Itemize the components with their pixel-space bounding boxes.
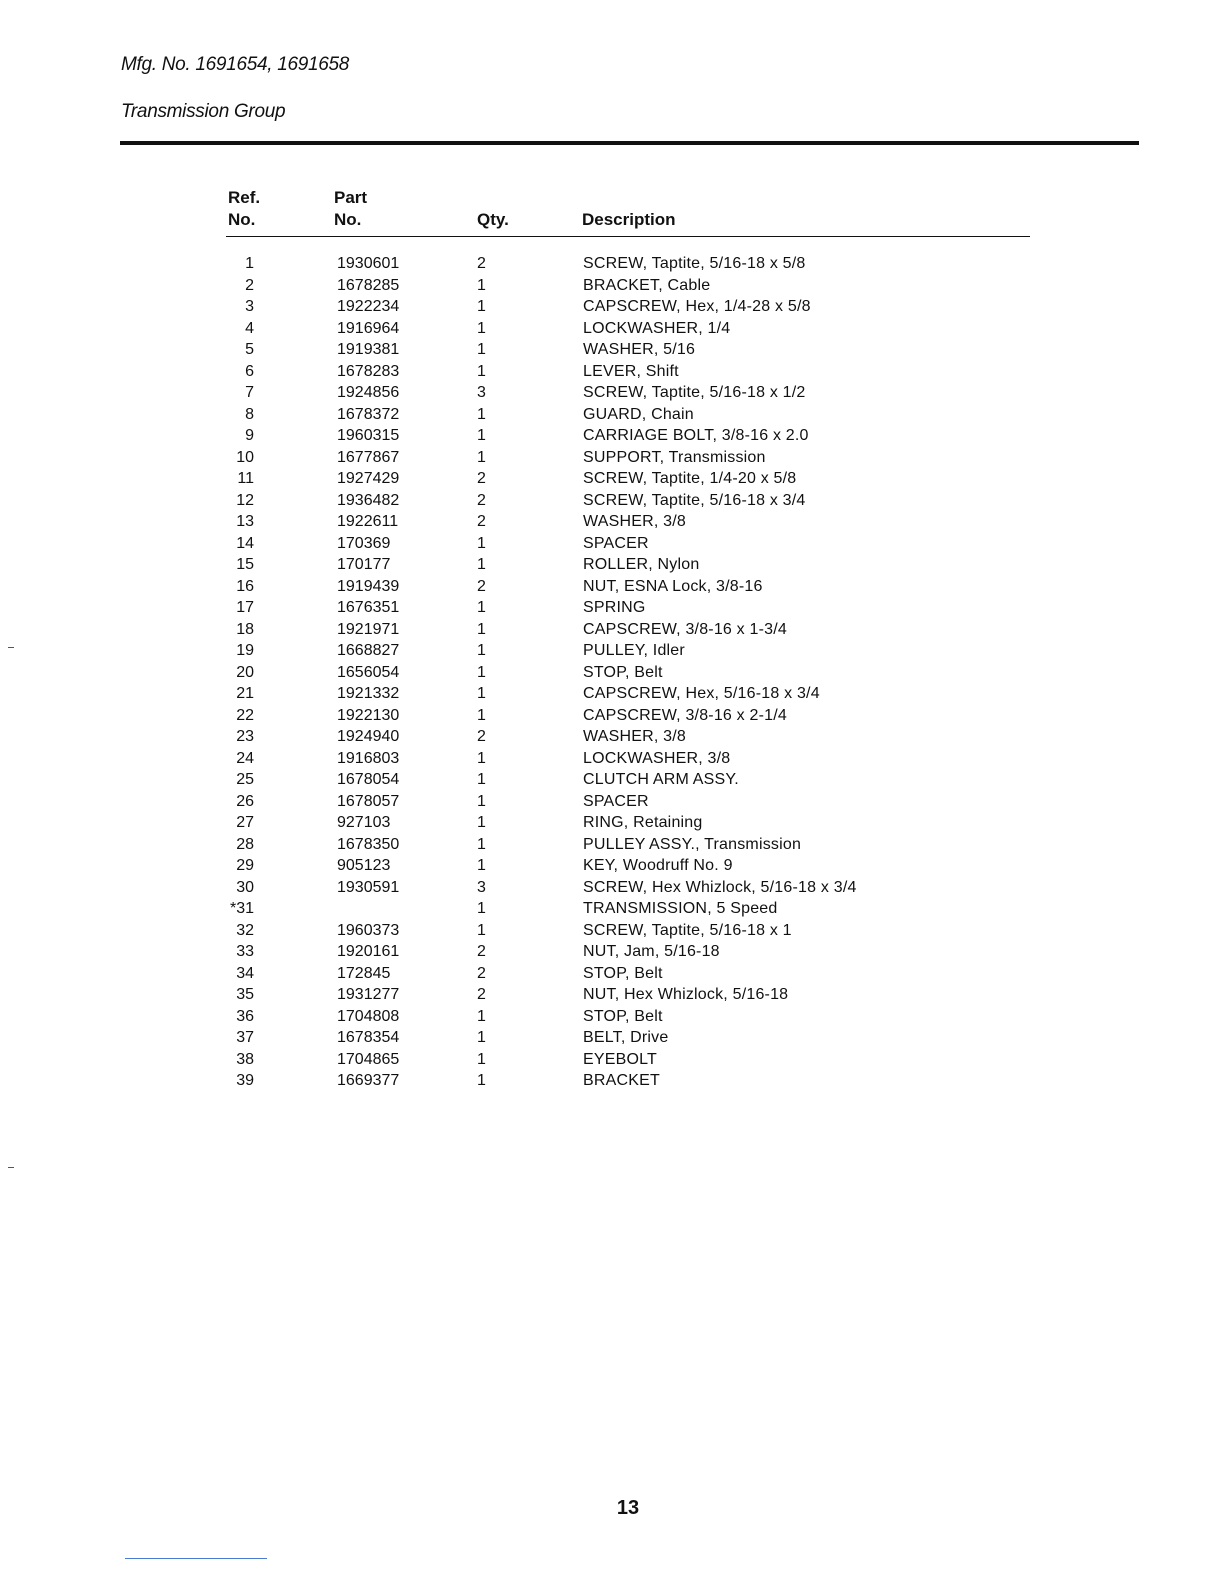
qty-cell: 1 xyxy=(477,814,486,831)
part-number-cell: 1920161 xyxy=(337,943,400,960)
qty-cell: 1 xyxy=(477,1007,486,1025)
qty-cell: 1 xyxy=(477,706,486,724)
table-row xyxy=(0,1027,1224,1049)
mfg-number: Mfg. No. 1691654, 1691658 xyxy=(121,54,350,75)
ref-cell: 20 xyxy=(236,663,254,681)
table-row xyxy=(0,640,1224,662)
part-number-cell: 905123 xyxy=(337,857,391,874)
qty-cell: 2 xyxy=(477,943,486,960)
qty-cell: 3 xyxy=(477,878,486,896)
part-number-cell: 1678057 xyxy=(337,792,400,810)
ref-cell: 9 xyxy=(245,427,254,444)
ref-cell: 12 xyxy=(236,491,254,509)
part-number-cell: 1678350 xyxy=(337,835,400,853)
ref-cell: 35 xyxy=(236,986,254,1003)
qty-cell: 1 xyxy=(477,857,486,874)
part-number-cell: 1960373 xyxy=(337,921,400,939)
description-cell: SCREW, Taptite, 5/16-18 x 5/8 xyxy=(583,255,806,272)
ref-cell: 3 xyxy=(245,298,254,315)
description-cell: SPACER xyxy=(583,792,649,810)
table-row xyxy=(0,447,1224,469)
qty-cell: 1 xyxy=(477,298,486,315)
description-cell: LOCKWASHER, 3/8 xyxy=(583,749,731,767)
part-number-cell: 1676351 xyxy=(337,599,400,616)
ref-cell: 14 xyxy=(236,534,254,552)
part-number-cell: 1704865 xyxy=(337,1050,400,1068)
ref-cell: 1 xyxy=(245,255,254,272)
qty-cell: 2 xyxy=(477,491,486,509)
part-number-cell: 1704808 xyxy=(337,1007,400,1025)
part-number-cell: 1919381 xyxy=(337,341,400,358)
description-cell: SPRING xyxy=(583,599,646,616)
ref-cell: 36 xyxy=(236,1007,254,1025)
description-cell: KEY, Woodruff No. 9 xyxy=(583,857,733,874)
qty-cell: 2 xyxy=(477,964,486,982)
qty-cell: 1 xyxy=(477,685,486,702)
qty-cell: 1 xyxy=(477,620,486,638)
ref-cell: 10 xyxy=(236,448,254,466)
table-header-rule xyxy=(226,236,1030,237)
qty-cell: 1 xyxy=(477,642,486,659)
ref-cell: 38 xyxy=(236,1050,254,1068)
footer-rule xyxy=(125,1558,267,1559)
ref-cell: 11 xyxy=(237,470,254,487)
table-row xyxy=(0,490,1224,512)
part-number-cell: 1924940 xyxy=(337,728,400,745)
part-number-cell: 1922130 xyxy=(337,706,400,724)
qty-cell: 1 xyxy=(477,1072,486,1089)
table-row xyxy=(0,984,1224,1006)
table-row xyxy=(0,361,1224,383)
table-row xyxy=(0,898,1224,920)
table-row xyxy=(0,275,1224,297)
part-number-cell: 1930601 xyxy=(337,255,400,272)
qty-cell: 1 xyxy=(477,448,486,466)
description-cell: NUT, Jam, 5/16-18 xyxy=(583,943,720,960)
part-number-cell: 1921332 xyxy=(337,685,400,702)
description-cell: SCREW, Taptite, 1/4-20 x 5/8 xyxy=(583,470,797,487)
description-cell: PULLEY, Idler xyxy=(583,642,685,659)
description-cell: ROLLER, Nylon xyxy=(583,556,700,573)
table-row xyxy=(0,834,1224,856)
description-cell: GUARD, Chain xyxy=(583,405,694,423)
table-row xyxy=(0,769,1224,791)
table-row xyxy=(0,425,1224,447)
table-row xyxy=(0,1070,1224,1092)
ref-cell: 7 xyxy=(245,384,254,401)
ref-cell: 8 xyxy=(245,405,254,423)
description-cell: CLUTCH ARM ASSY. xyxy=(583,771,739,788)
description-cell: BELT, Drive xyxy=(583,1029,669,1046)
qty-cell: 1 xyxy=(477,663,486,681)
description-cell: LOCKWASHER, 1/4 xyxy=(583,319,731,337)
part-number-cell: 1924856 xyxy=(337,384,400,401)
ref-cell: 28 xyxy=(236,835,254,853)
description-cell: CAPSCREW, 3/8-16 x 2-1/4 xyxy=(583,706,787,724)
ref-cell: 19 xyxy=(236,642,254,659)
description-cell: EYEBOLT xyxy=(583,1050,658,1068)
part-number-cell: 1678354 xyxy=(337,1029,400,1046)
qty-cell: 2 xyxy=(477,255,486,272)
table-row xyxy=(0,468,1224,490)
table-row xyxy=(0,963,1224,985)
ref-cell: 5 xyxy=(245,341,254,358)
part-number-cell: 1678283 xyxy=(337,362,400,380)
description-cell: TRANSMISSION, 5 Speed xyxy=(583,900,778,917)
qty-cell: 1 xyxy=(477,319,486,337)
ref-cell: 30 xyxy=(236,878,254,896)
part-number-cell: 1921971 xyxy=(337,620,400,638)
description-cell: WASHER, 3/8 xyxy=(583,513,686,530)
table-row xyxy=(0,253,1224,275)
table-row xyxy=(0,683,1224,705)
ref-cell: *31 xyxy=(229,900,254,917)
ref-cell: 16 xyxy=(236,577,254,595)
column-header-ref xyxy=(228,187,260,231)
part-number-cell: 1931277 xyxy=(337,986,400,1003)
ref-cell: 17 xyxy=(236,599,254,616)
table-row xyxy=(0,1006,1224,1028)
column-header-part-line2: No. xyxy=(334,210,362,229)
table-row xyxy=(0,920,1224,942)
column-header-ref-line2: No. xyxy=(228,210,256,229)
qty-cell: 1 xyxy=(477,534,486,552)
qty-cell: 2 xyxy=(477,513,486,530)
qty-cell: 3 xyxy=(477,384,486,401)
table-row xyxy=(0,339,1224,361)
part-number-cell: 1922611 xyxy=(337,513,399,530)
description-cell: CAPSCREW, Hex, 5/16-18 x 3/4 xyxy=(583,685,820,702)
page-number: 13 xyxy=(616,1497,640,1519)
part-number-cell: 1919439 xyxy=(337,577,400,595)
description-cell: PULLEY ASSY., Transmission xyxy=(583,835,802,853)
qty-cell: 1 xyxy=(477,341,486,358)
part-number-cell: 1960315 xyxy=(337,427,400,444)
description-cell: NUT, Hex Whizlock, 5/16-18 xyxy=(583,986,789,1003)
table-row xyxy=(0,662,1224,684)
part-number-cell: 1678372 xyxy=(337,405,400,423)
table-row xyxy=(0,1049,1224,1071)
table-row xyxy=(0,748,1224,770)
group-title: Transmission Group xyxy=(121,101,286,122)
qty-cell: 1 xyxy=(477,556,486,573)
table-row xyxy=(0,576,1224,598)
description-cell: SCREW, Taptite, 5/16-18 x 1 xyxy=(583,921,792,939)
qty-cell: 2 xyxy=(477,470,486,487)
qty-cell: 1 xyxy=(477,276,486,294)
qty-cell: 1 xyxy=(477,749,486,767)
margin-mark xyxy=(8,1167,14,1168)
qty-cell: 1 xyxy=(477,792,486,810)
table-row xyxy=(0,619,1224,641)
description-cell: CAPSCREW, 3/8-16 x 1-3/4 xyxy=(583,620,787,638)
ref-cell: 37 xyxy=(236,1029,254,1046)
table-row xyxy=(0,554,1224,576)
description-cell: BRACKET, Cable xyxy=(583,276,711,294)
qty-cell: 2 xyxy=(477,577,486,595)
table-row xyxy=(0,382,1224,404)
part-number-cell: 170369 xyxy=(337,534,391,552)
ref-cell: 27 xyxy=(236,814,254,831)
qty-cell: 1 xyxy=(477,362,486,380)
part-number-cell: 1669377 xyxy=(337,1072,400,1089)
column-header-part xyxy=(334,187,367,231)
qty-cell: 1 xyxy=(477,1029,486,1046)
parts-table xyxy=(0,253,1224,1092)
margin-mark xyxy=(8,647,14,648)
description-cell: CAPSCREW, Hex, 1/4-28 x 5/8 xyxy=(583,298,811,315)
description-cell: STOP, Belt xyxy=(583,964,663,982)
part-number-cell: 1678054 xyxy=(337,771,400,788)
part-number-cell: 1927429 xyxy=(337,470,400,487)
part-number-cell: 1677867 xyxy=(337,448,400,466)
header-rule xyxy=(120,141,1139,145)
part-number-cell: 927103 xyxy=(337,814,391,831)
part-number-cell: 1916964 xyxy=(337,319,400,337)
table-row xyxy=(0,877,1224,899)
ref-cell: 4 xyxy=(245,319,254,337)
part-number-cell: 1930591 xyxy=(337,878,400,896)
part-number-cell: 1656054 xyxy=(337,663,400,681)
description-cell: WASHER, 3/8 xyxy=(583,728,686,745)
description-cell: SUPPORT, Transmission xyxy=(583,448,766,466)
ref-cell: 25 xyxy=(236,771,254,788)
qty-cell: 2 xyxy=(477,986,486,1003)
description-cell: RING, Retaining xyxy=(583,814,703,831)
table-row xyxy=(0,511,1224,533)
table-row xyxy=(0,791,1224,813)
table-row xyxy=(0,855,1224,877)
table-row xyxy=(0,941,1224,963)
ref-cell: 22 xyxy=(236,706,254,724)
qty-cell: 1 xyxy=(477,835,486,853)
description-cell: WASHER, 5/16 xyxy=(583,341,696,358)
column-header-ref-line1: Ref. xyxy=(228,188,261,207)
description-cell: SCREW, Taptite, 5/16-18 x 1/2 xyxy=(583,384,806,401)
part-number-cell: 1678285 xyxy=(337,276,400,294)
ref-cell: 32 xyxy=(236,921,254,939)
ref-cell: 23 xyxy=(236,728,254,745)
part-number-cell: 170177 xyxy=(337,556,391,573)
description-cell: NUT, ESNA Lock, 3/8-16 xyxy=(583,577,763,595)
table-row xyxy=(0,533,1224,555)
table-row xyxy=(0,726,1224,748)
ref-cell: 24 xyxy=(236,749,254,767)
ref-cell: 13 xyxy=(236,513,254,530)
qty-cell: 1 xyxy=(477,921,486,939)
qty-cell: 1 xyxy=(477,405,486,423)
qty-cell: 1 xyxy=(477,427,486,444)
ref-cell: 18 xyxy=(236,620,254,638)
qty-cell: 2 xyxy=(477,728,486,745)
qty-cell: 1 xyxy=(477,771,486,788)
description-cell: CARRIAGE BOLT, 3/8-16 x 2.0 xyxy=(583,427,809,444)
column-header-qty: Qty. xyxy=(477,210,509,229)
table-row xyxy=(0,705,1224,727)
table-row xyxy=(0,296,1224,318)
ref-cell: 26 xyxy=(236,792,254,810)
table-row xyxy=(0,597,1224,619)
part-number-cell: 1916803 xyxy=(337,749,400,767)
description-cell: SCREW, Hex Whizlock, 5/16-18 x 3/4 xyxy=(583,878,857,896)
table-row xyxy=(0,404,1224,426)
description-cell: SCREW, Taptite, 5/16-18 x 3/4 xyxy=(583,491,806,509)
ref-cell: 2 xyxy=(245,276,254,294)
ref-cell: 15 xyxy=(236,556,254,573)
description-cell: STOP, Belt xyxy=(583,663,663,681)
ref-cell: 39 xyxy=(236,1072,254,1089)
table-row xyxy=(0,812,1224,834)
part-number-cell: 1668827 xyxy=(337,642,400,659)
ref-cell: 33 xyxy=(236,943,254,960)
table-row xyxy=(0,318,1224,340)
ref-cell: 29 xyxy=(236,857,254,874)
ref-cell: 21 xyxy=(236,685,254,702)
qty-cell: 1 xyxy=(477,599,486,616)
description-cell: BRACKET xyxy=(583,1072,660,1089)
part-number-cell: 1922234 xyxy=(337,298,400,315)
qty-cell: 1 xyxy=(477,900,486,917)
ref-cell: 34 xyxy=(236,964,254,982)
description-cell: STOP, Belt xyxy=(583,1007,663,1025)
qty-cell: 1 xyxy=(477,1050,486,1068)
description-cell: LEVER, Shift xyxy=(583,362,679,380)
ref-cell: 6 xyxy=(245,362,254,380)
column-header-description: Description xyxy=(582,210,676,229)
part-number-cell: 172845 xyxy=(337,964,391,982)
part-number-cell: 1936482 xyxy=(337,491,400,509)
column-header-part-line1: Part xyxy=(334,188,368,207)
description-cell: SPACER xyxy=(583,534,649,552)
